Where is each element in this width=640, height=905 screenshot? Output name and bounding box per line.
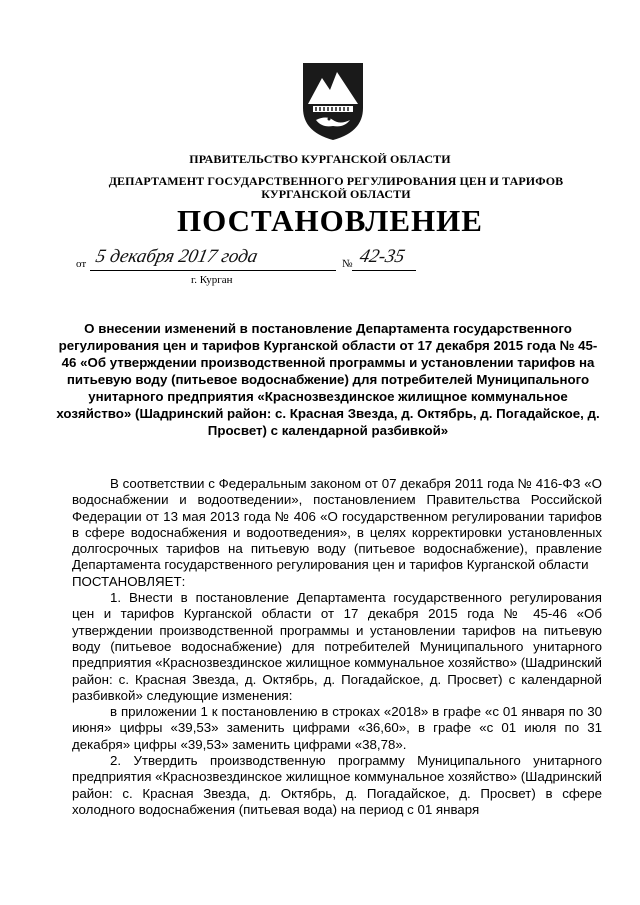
government-name: ПРАВИТЕЛЬСТВО КУРГАНСКОЙ ОБЛАСТИ — [189, 152, 451, 166]
number-label: № — [342, 258, 353, 270]
item-1-paragraph: 1. Внести в постановление Департамента государственного регулирования цен и тарифов Курганской области от 17 декабря 2015 года № 45-46 «Об утверждении производственной программы и установлении тарифов на питьевую воду (питьевое водоснабжение) для потребителей Муниципального унитарного предприятия «Краснозвездинское жилищное коммунальное хозяйство» (Шадринский район: с. Красная Звезда, д. Октябрь, д. Погадайское, д. Просвет) с календарной разбивкой» следующие изменения: — [72, 590, 602, 703]
department-name-line1: ДЕПАРТАМЕНТ ГОСУДАРСТВЕННОГО РЕГУЛИРОВАНИЯ ЦЕН И ТАРИФОВ — [108, 174, 564, 188]
handwritten-date: 5 декабря 2017 года — [93, 246, 260, 267]
date-prefix: от — [76, 258, 87, 270]
resolves-label: ПОСТАНОВЛЯЕТ: — [72, 573, 186, 589]
document-title: ПОСТАНОВЛЕНИЕ — [177, 203, 483, 238]
preamble-paragraph: В соответствии с Федеральным законом от 07 декабря 2011 года № 416-ФЗ «О водоснабжении и водоотведении», постановлением Правительства Российской Федерации от 13 мая 2013 года № 406 «О государственном регулировании тарифов в сфере водоснабжения и водоотведения», в целях корректировки установленных долгосрочных тарифов на питьевую воду (питьевое водоснабжение), правление Департамента государственного регулирования цен и тарифов Курганской области — [72, 476, 602, 573]
handwritten-number: 42-35 — [357, 246, 407, 267]
department-name-line2: КУРГАНСКОЙ ОБЛАСТИ — [261, 187, 411, 201]
coat-of-arms-icon — [300, 60, 366, 142]
document-body — [72, 476, 602, 818]
number-underline — [352, 270, 416, 271]
date-underline — [90, 270, 336, 271]
item-1-subparagraph: в приложении 1 к постановлению в строках «2018» в графе «с 01 января по 30 июня» цифры «39,53» заменить цифрами «36,60», в графе «с 01 июля по 31 декабря» цифры «39,53» заменить цифрами «38,78». — [72, 704, 602, 752]
date-line — [70, 246, 407, 290]
item-2-paragraph: 2. Утвердить производственную программу Муниципального унитарного предприятия «Краснозвездинское жилищное коммунальное хозяйство» (Шадринский район: с. Красная Звезда, д. Октябрь, д. Погадайское, д. Просвет) в сфере холодного водоснабжения (питьевая вода) на период с 01 января — [72, 753, 602, 817]
document-subject: О внесении изменений в постановление Департамента государственного регулирования цен и тарифов Курганской области от 17 декабря 2015 года № 45-46 «Об утверждении производственной программы и установлении тарифов на питьевую воду (питьевое водоснабжение) для потребителей Муниципального унитарного предприятия «Краснозвездинское жилищное коммунальное хозяйство» (Шадринский район: с. Красная Звезда, д. Октябрь, д. Погадайское, д. Просвет) с календарной разбивкой» — [56, 321, 600, 438]
city-label: г. Курган — [191, 274, 233, 286]
